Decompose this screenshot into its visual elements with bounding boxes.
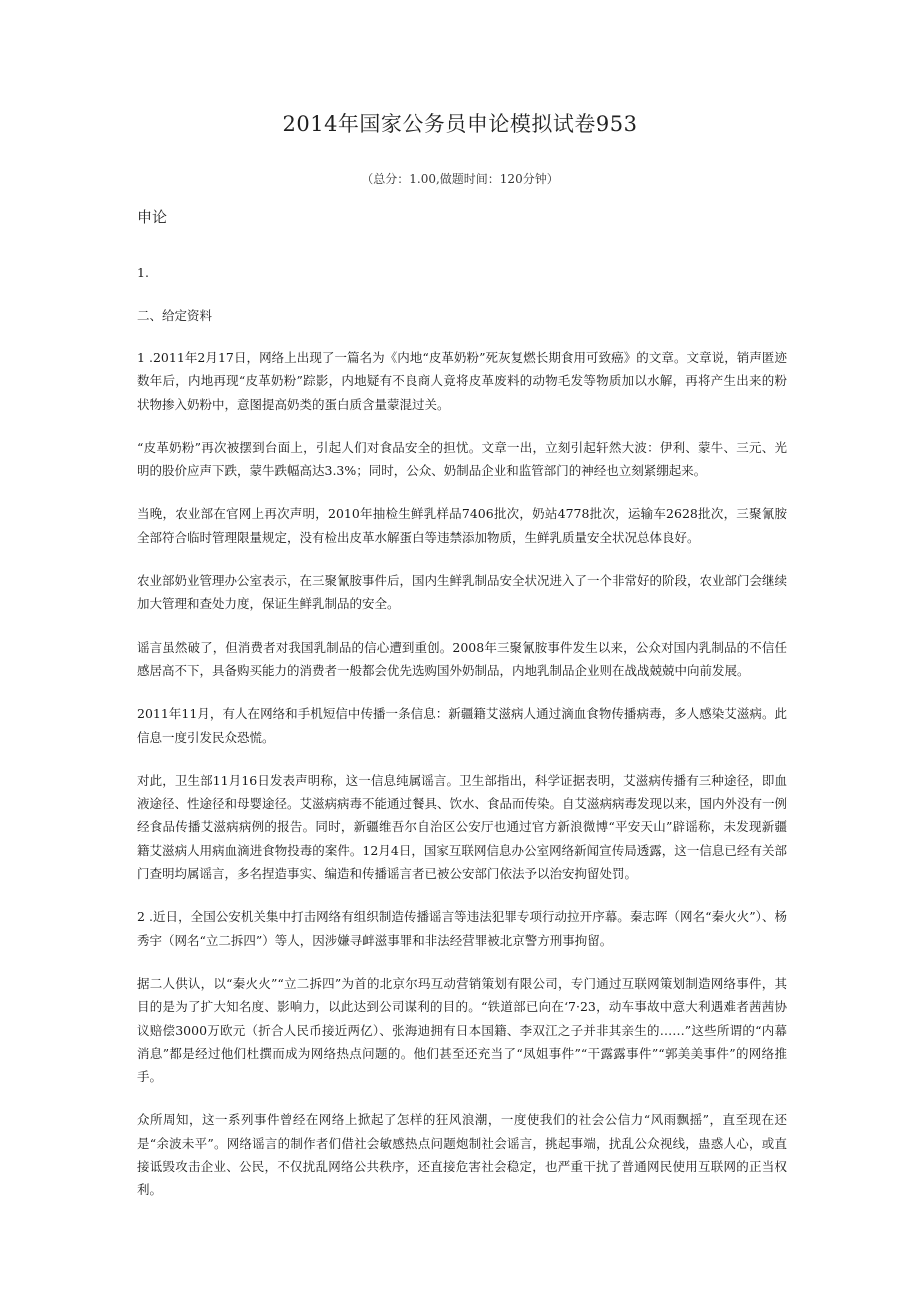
paragraph-6: 2011年11月，有人在网络和手机短信中传播一条信息：新疆籍艾滋病人通过滴血食物传播病毒，多人感染艾滋病。此信息一度引发民众恐慌。 (137, 706, 787, 745)
paragraph-3: 当晚，农业部在官网上再次声明，2010年抽检生鲜乳样品7406批次，奶站4778批次，运输车2628批次，三聚氰胺全部符合临时管理限量规定，没有检出皮革水解蛋白等违禁添加物质，生鲜乳质量安全状况总体良好。 (137, 506, 787, 545)
paragraph-7: 对此，卫生部11月16日发表声明称，这一信息纯属谣言。卫生部指出，科学证据表明，艾滋病传播有三种途径，即血液途径、性途径和母婴途径。艾滋病病毒不能通过餐具、饮水、食品而传染。自艾滋病病毒发现以来，国内外没有一例经食品传播艾滋病病例的报告。同时，新疆维吾尔自治区公安厅也通过官方新浪微博“平安天山”辟谣称，未发现新疆籍艾滋病人用病血滴进食物投毒的案件。12月4日，国家互联网信息办公室网络新闻宣传局透露，这一信息已经有关部门查明均属谣言，多名捏造事实、编造和传播谣言者已被公安部门依法予以治安拘留处罚。 (137, 772, 788, 882)
subsection-heading: 二、给定资料 (137, 308, 213, 323)
paragraph-2: “皮革奶粉”再次被摆到台面上，引起人们对食品安全的担忧。文章一出，立刻引起轩然大波：伊利、蒙牛、三元、光明的股价应声下跌，蒙牛跌幅高达3.3%；同时，公众、奶制品企业和监管部门的神经也立刻紧绷起来。 (137, 439, 787, 479)
document-title: 2014年国家公务员申论模拟试卷953 (282, 112, 638, 136)
paragraph-9: 据二人供认，以“秦火火”“立二拆四”为首的北京尔玛互动营销策划有限公司，专门通过互联网策划制造网络事件，其目的是为了扩大知名度、影响力，以此达到公司谋利的目的。“铁道部已向在‘7·23，动车事故中意大利遇难者茜茜协议赔偿3000万欧元（折合人民币接近两亿）、张海迪拥有日本国籍、李双江之子并非其亲生的……”这些所谓的“内幕消息”都是经过他们杜撰而成为网络热点问题的。他们甚至还充当了“凤姐事件”“干露露事件”“郭美美事件”的网络推手。 (137, 975, 787, 1085)
section-heading: 申论 (137, 208, 168, 226)
question-number: 1. (137, 265, 149, 280)
paragraph-1: 1 .2011年2月17日，网络上出现了一篇名为《内地“皮革奶粉”死灰复燃长期食用可致癌》的文章。文章说，销声匿迹数年后，内地再现“皮革奶粉”踪影，内地疑有不良商人竟将皮革废料的动物毛发等物质加以水解，再将产生出来的粉状物掺入奶粉中，意图提高奶类的蛋白质含量蒙混过关。 (137, 350, 787, 412)
paragraph-10: 众所周知，这一系列事件曾经在网络上掀起了怎样的狂风浪潮，一度使我们的社会公信力“风雨飘摇”，直至现在还是“余波未平”。网络谣言的制作者们借社会敏感热点问题炮制社会谣言，挑起事端，扰乱公众视线，蛊惑人心，或直接诋毁攻击企业、公民，不仅扰乱网络公共秩序，还直接危害社会稳定，也严重干扰了普通网民使用互联网的正当权利。 (137, 1112, 787, 1198)
paragraph-8: 2 .近日，全国公安机关集中打击网络有组织制造传播谣言等违法犯罪专项行动拉开序幕。秦志晖（网名“秦火火”）、杨秀宇（网名“立二拆四”）等人，因涉嫌寻衅滋事罪和非法经营罪被北京警方刑事拘留。 (137, 909, 787, 948)
paragraph-5: 谣言虽然破了，但消费者对我国乳制品的信心遭到重创。2008年三聚氰胺事件发生以来，公众对国内乳制品的不信任感居高不下，具备购买能力的消费者一般都会优先选购国外奶制品，内地乳制品企业则在战战兢兢中向前发展。 (137, 639, 787, 678)
exam-meta: （总分：1.00,做题时间：120分钟） (361, 172, 559, 186)
material-body (137, 346, 787, 1222)
paragraph-4: 农业部奶业管理办公室表示，在三聚氰胺事件后，国内生鲜乳制品安全状况进入了一个非常好的阶段，农业部门会继续加大管理和查处力度，保证生鲜乳制品的安全。 (137, 573, 788, 612)
